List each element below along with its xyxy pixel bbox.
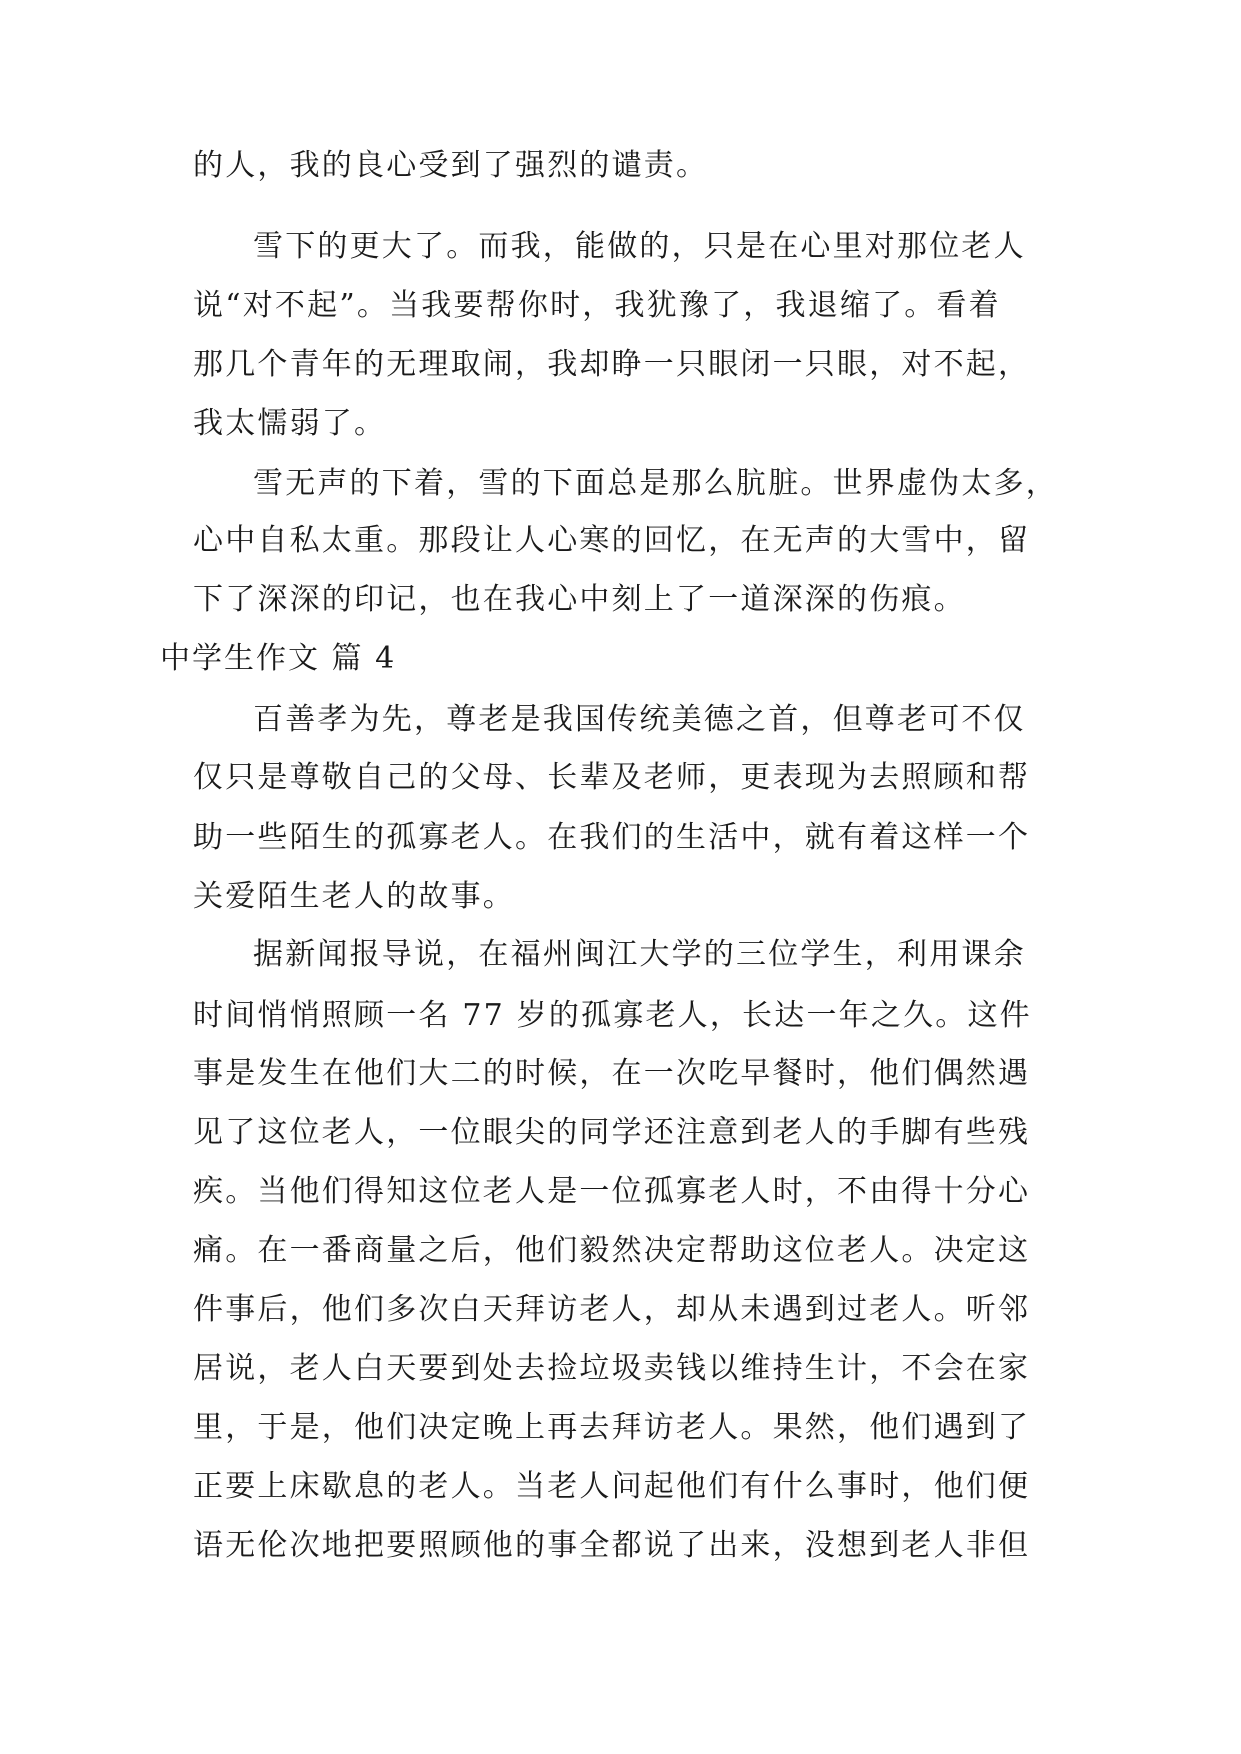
section-heading: 中学生作文 篇 4 (160, 641, 397, 676)
text-line: 里，于是，他们决定晚上再去拜访老人。果然，他们遇到了 (193, 1410, 1031, 1445)
paragraph-first-line: 据新闻报导说，在福州闽江大学的三位学生，利用课余 (253, 937, 1026, 972)
text-line: 居说，老人白天要到处去捡垃圾卖钱以维持生计，不会在家 (193, 1351, 1031, 1386)
paragraph-first-line: 雪无声的下着，雪的下面总是那么肮脏。世界虚伪太多， (253, 466, 1058, 501)
text-line: 时间悄悄照顾一名 77 岁的孤寡老人，长达一年之久。这件 (193, 998, 1032, 1033)
text-line: 说“对不起”。当我要帮你时，我犹豫了，我退缩了。看着 (193, 288, 1001, 323)
text-line: 仅只是尊敬自己的父母、长辈及老师，更表现为去照顾和帮 (193, 760, 1031, 795)
text-line: 正要上床歇息的老人。当老人问起他们有什么事时，他们便 (193, 1469, 1031, 1504)
text-line: 下了深深的印记，也在我心中刻上了一道深深的伤痕。 (193, 582, 966, 617)
text-line: 件事后，他们多次白天拜访老人，却从未遇到过老人。听邻 (193, 1292, 1031, 1327)
text-line: 语无伦次地把要照顾他的事全都说了出来，没想到老人非但 (193, 1528, 1031, 1563)
text-line: 关爱陌生老人的故事。 (193, 879, 515, 914)
text-line: 我太懦弱了。 (193, 406, 387, 441)
text-line: 心中自私太重。那段让人心寒的回忆，在无声的大雪中，留 (193, 523, 1031, 558)
paragraph-first-line: 百善孝为先，尊老是我国传统美德之首，但尊老可不仅 (253, 702, 1026, 737)
text-line: 疾。当他们得知这位老人是一位孤寡老人时，不由得十分心 (193, 1174, 1031, 1209)
text-line: 见了这位老人，一位眼尖的同学还注意到老人的手脚有些残 (193, 1115, 1031, 1150)
text-line: 那几个青年的无理取闹，我却睁一只眼闭一只眼，对不起， (193, 347, 1031, 382)
text-line: 助一些陌生的孤寡老人。在我们的生活中，就有着这样一个 (193, 820, 1031, 855)
text-line: 痛。在一番商量之后，他们毅然决定帮助这位老人。决定这 (193, 1233, 1031, 1268)
text-line: 的人，我的良心受到了强烈的谴责。 (193, 148, 709, 183)
text-line: 事是发生在他们大二的时候，在一次吃早餐时，他们偶然遇 (193, 1056, 1031, 1091)
paragraph-first-line: 雪下的更大了。而我，能做的，只是在心里对那位老人 (253, 229, 1026, 264)
